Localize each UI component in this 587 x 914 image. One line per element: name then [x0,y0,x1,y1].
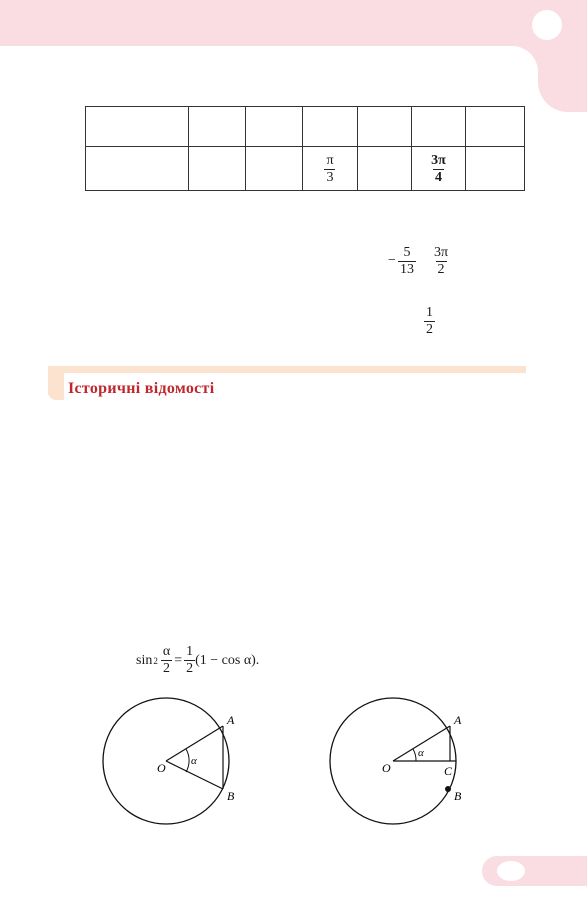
table-cell [246,147,303,191]
angle-arc [413,749,416,761]
minus-sign: − [388,253,396,268]
header-dot [532,10,562,40]
table-cell [303,107,358,147]
sin-text: sin [136,652,153,668]
numerator: π [326,153,334,168]
fraction-3pi-2 [432,245,450,278]
footer-dot [497,861,525,881]
table-cell [466,107,525,147]
fraction-5-13 [398,245,416,278]
equals-sign: = [174,652,183,668]
table-cell [86,107,189,147]
table-cell [358,107,412,147]
values-table [85,106,525,191]
point-b [445,786,451,792]
table-cell [189,147,246,191]
table-row [86,107,525,147]
fraction-1-2-coef [184,644,195,677]
numerator: 3π [431,153,446,168]
angle-arc [186,749,189,772]
label-a: A [227,713,235,727]
denominator: 2 [186,661,194,676]
table-cell [358,147,412,191]
denominator: 13 [400,262,414,277]
label-o: O [382,761,391,775]
exponent: 2 [153,655,158,666]
label-c: C [444,764,453,778]
half-angle-formula [136,644,259,677]
figure-sine [322,693,482,833]
label-b: B [454,789,462,803]
numerator: α [162,644,171,659]
fraction-alpha-2 [161,644,172,677]
table-cell [466,147,525,191]
label-o: O [157,761,166,775]
formula-rhs: (1 − cos α). [195,652,260,668]
header-band [0,0,587,46]
section-title: Історичні відомості [68,380,215,397]
figure-chord [95,693,255,833]
alpha-label: α [191,755,197,767]
table-cell [303,147,358,191]
denominator: 3 [326,170,334,185]
numerator: 5 [403,245,411,260]
table-cell [189,107,246,147]
numerator: 1 [186,644,194,659]
fraction-3pi-4 [429,153,448,186]
alpha-label: α [418,747,424,759]
table-row [86,147,525,191]
denominator: 4 [434,170,442,185]
table-cell [412,147,466,191]
denominator: 2 [163,661,171,676]
numerator: 1 [426,305,433,320]
table-cell [86,147,189,191]
section-band [48,366,526,373]
denominator: 2 [437,262,445,277]
label-b: B [227,789,235,803]
table-cell [412,107,466,147]
header-corner [512,46,538,72]
label-a: A [454,713,462,727]
fraction-pi-3 [324,153,335,186]
denominator: 2 [426,322,433,337]
table-cell [246,107,303,147]
numerator: 3π [434,245,449,260]
section-side-mark [48,366,64,400]
fraction-1-2 [424,305,435,338]
